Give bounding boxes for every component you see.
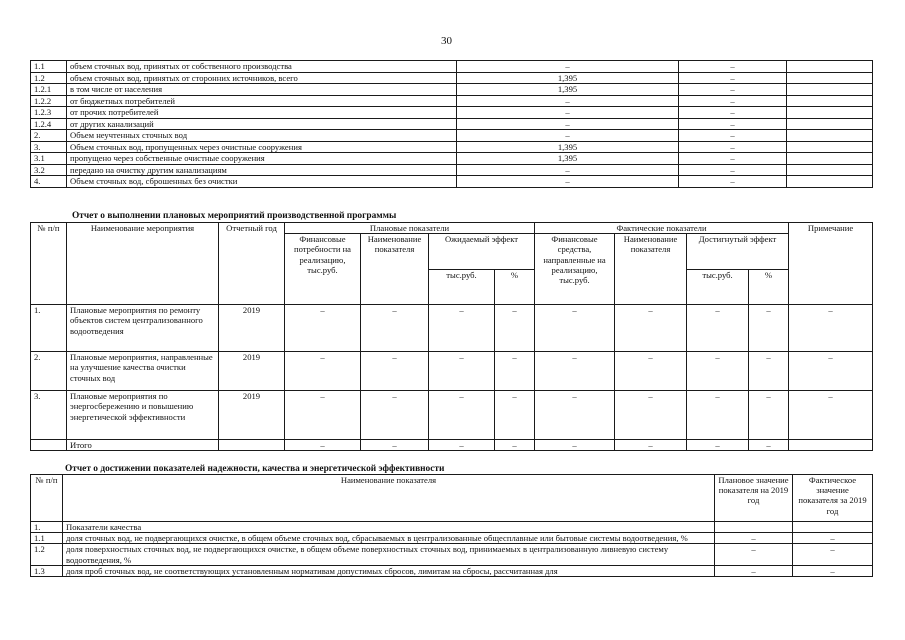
row-value: – [749, 352, 789, 391]
program-header-note: Примечание [789, 223, 873, 305]
row-value: – [679, 153, 787, 165]
reliability-row [31, 565, 873, 576]
row-value: – [679, 130, 787, 142]
row-name: объем сточных вод, принятых от собственного производства [67, 61, 457, 73]
row-number: 1. [31, 305, 67, 352]
program-report-table [30, 222, 873, 451]
total-empty-cell [789, 440, 873, 451]
reliability-header-num: № п/п [31, 475, 63, 522]
row-value: – [679, 61, 787, 73]
row-name: от прочих потребителей [67, 107, 457, 119]
row-empty-cell [787, 164, 873, 176]
row-value: 1,395 [457, 141, 679, 153]
row-value: – [679, 107, 787, 119]
total-value: – [687, 440, 749, 451]
program-header-fact-rub: тыс.руб. [687, 269, 749, 305]
row-value: – [361, 305, 429, 352]
program-header-name: Наименование мероприятия [67, 223, 219, 305]
row-name: от других канализаций [67, 118, 457, 130]
row-number: 2. [31, 130, 67, 142]
row-number: 1.2.4 [31, 118, 67, 130]
row-number: 1.3 [31, 565, 63, 576]
row-value: – [457, 164, 679, 176]
row-empty-cell [787, 72, 873, 84]
total-value: – [535, 440, 615, 451]
reliability-row [31, 522, 873, 533]
program-report-title: Отчет о выполнении плановых мероприятий производственной программы [72, 211, 397, 221]
reliability-row [31, 544, 873, 565]
reliability-row [31, 533, 873, 544]
balance-row [31, 118, 873, 130]
row-value: – [361, 391, 429, 440]
row-empty-cell [787, 84, 873, 96]
program-row [31, 305, 873, 352]
row-number: 1.2.2 [31, 95, 67, 107]
total-value: – [285, 440, 361, 451]
total-value: – [495, 440, 535, 451]
row-value: – [615, 305, 687, 352]
row-number: 1.2.1 [31, 84, 67, 96]
row-value: – [285, 305, 361, 352]
balance-row [31, 153, 873, 165]
row-value: – [687, 305, 749, 352]
program-row [31, 391, 873, 440]
reliability-report-title: Отчет о достижении показателей надежности, качества и энергетической эффективности [65, 464, 445, 474]
row-value: – [687, 391, 749, 440]
program-header-plan-effect: Ожидаемый эффект [429, 234, 535, 270]
row-empty-cell [787, 107, 873, 119]
row-value: – [429, 352, 495, 391]
row-name: Плановые мероприятия по энергосбережению и повышению энергетической эффективности [67, 391, 219, 440]
total-empty-cell [219, 440, 285, 451]
row-value: – [679, 95, 787, 107]
row-name: доля сточных вод, не подвергающихся очистке, в общем объеме сточных вод, сбрасываемых в централизованные общесплавные или бытовые системы водоотведения, % [63, 533, 715, 544]
reliability-header-planned: Плановое значение показателя на 2019 год [715, 475, 793, 522]
row-empty-cell [787, 141, 873, 153]
row-name: от бюджетных потребителей [67, 95, 457, 107]
row-empty-cell [787, 61, 873, 73]
row-value: – [429, 391, 495, 440]
reliability-indicators-table [30, 474, 873, 577]
row-number: 1.1 [31, 533, 63, 544]
program-header-fact-finance: Финансовые средства, направленные на реализацию, тыс.руб. [535, 234, 615, 305]
row-name: передано на очистку другим канализациям [67, 164, 457, 176]
row-value: – [495, 305, 535, 352]
balance-row [31, 72, 873, 84]
program-total-row [31, 440, 873, 451]
balance-row [31, 107, 873, 119]
program-header-actual: Фактические показатели [535, 223, 789, 234]
total-value: – [429, 440, 495, 451]
total-value: – [749, 440, 789, 451]
row-value: – [495, 352, 535, 391]
row-name: Объем сточных вод, сброшенных без очистки [67, 176, 457, 188]
page-number: 30 [441, 35, 452, 47]
program-header-year: Отчетный год [219, 223, 285, 305]
row-fact-value [793, 522, 873, 533]
row-value: 1,395 [457, 153, 679, 165]
row-value: – [361, 352, 429, 391]
row-name: объем сточных вод, принятых от сторонних источников, всего [67, 72, 457, 84]
program-header-fact-effect: Достигнутый эффект [687, 234, 789, 270]
row-value: – [679, 164, 787, 176]
row-value: – [495, 391, 535, 440]
row-number: 4. [31, 176, 67, 188]
total-value: – [361, 440, 429, 451]
row-value: 1,395 [457, 72, 679, 84]
row-number: 1.2 [31, 72, 67, 84]
row-value: – [457, 95, 679, 107]
row-value: – [457, 130, 679, 142]
row-value: – [535, 391, 615, 440]
row-empty-cell [787, 130, 873, 142]
program-header-plan-pct: % [495, 269, 535, 305]
row-number: 3. [31, 141, 67, 153]
row-name: в том числе от населения [67, 84, 457, 96]
row-name: пропущено через собственные очистные сооружения [67, 153, 457, 165]
row-value: – [457, 61, 679, 73]
row-value: – [749, 305, 789, 352]
row-empty-cell [787, 118, 873, 130]
row-empty-cell [787, 176, 873, 188]
row-number: 3.1 [31, 153, 67, 165]
row-value: – [285, 391, 361, 440]
wastewater-balance-table [30, 60, 873, 188]
row-fact-value: – [793, 565, 873, 576]
balance-row [31, 95, 873, 107]
row-value: – [789, 305, 873, 352]
row-value: – [679, 141, 787, 153]
total-value: – [615, 440, 687, 451]
balance-row [31, 61, 873, 73]
row-value: – [749, 391, 789, 440]
balance-row [31, 164, 873, 176]
row-name: доля проб сточных вод, не соответствующих установленным нормативам допустимых сбросов, лимитам на сбросы, рассчитанная для [63, 565, 715, 576]
row-value: – [687, 352, 749, 391]
row-value: – [679, 84, 787, 96]
reliability-header-name: Наименование показателя [63, 475, 715, 522]
row-number: 3. [31, 391, 67, 440]
total-label: Итого [67, 440, 219, 451]
row-value: – [615, 352, 687, 391]
program-header-planned: Плановые показатели [285, 223, 535, 234]
row-value: – [789, 352, 873, 391]
program-header-plan-indicator: Наименование показателя [361, 234, 429, 305]
row-value: – [429, 305, 495, 352]
row-year: 2019 [219, 352, 285, 391]
row-empty-cell [787, 95, 873, 107]
row-empty-cell [787, 153, 873, 165]
total-empty-cell [31, 440, 67, 451]
row-number: 2. [31, 352, 67, 391]
row-value: – [679, 176, 787, 188]
program-header-plan-rub: тыс.руб. [429, 269, 495, 305]
program-header-fact-pct: % [749, 269, 789, 305]
row-name: Объем неучтенных сточных вод [67, 130, 457, 142]
row-value: – [457, 107, 679, 119]
reliability-header-actual: Фактическое значение показателя за 2019 год [793, 475, 873, 522]
row-name: доля поверхностных сточных вод, не подвергающихся очистке, в общем объеме поверхностных сточных вод, принимаемых в централизованную ливневую систему водоотведения, % [63, 544, 715, 565]
program-header-num: № п/п [31, 223, 67, 305]
row-plan-value [715, 522, 793, 533]
row-fact-value: – [793, 533, 873, 544]
row-value: – [789, 391, 873, 440]
program-header-fact-indicator: Наименование показателя [615, 234, 687, 305]
row-name: Плановые мероприятия по ремонту объектов систем централизованного водоотведения [67, 305, 219, 352]
row-plan-value: – [715, 533, 793, 544]
row-value: – [679, 118, 787, 130]
row-value: – [535, 305, 615, 352]
balance-row [31, 141, 873, 153]
row-value: – [679, 72, 787, 84]
row-number: 1. [31, 522, 63, 533]
row-number: 1.1 [31, 61, 67, 73]
row-value: – [535, 352, 615, 391]
row-name: Объем сточных вод, пропущенных через очистные сооружения [67, 141, 457, 153]
row-plan-value: – [715, 565, 793, 576]
row-number: 3.2 [31, 164, 67, 176]
row-value: – [285, 352, 361, 391]
row-plan-value: – [715, 544, 793, 565]
row-name: Плановые мероприятия, направленные на улучшение качества очистки сточных вод [67, 352, 219, 391]
row-value: – [457, 118, 679, 130]
row-number: 1.2 [31, 544, 63, 565]
program-row [31, 352, 873, 391]
balance-row [31, 84, 873, 96]
row-value: 1,395 [457, 84, 679, 96]
row-fact-value: – [793, 544, 873, 565]
row-number: 1.2.3 [31, 107, 67, 119]
row-value: – [615, 391, 687, 440]
balance-row [31, 130, 873, 142]
balance-row [31, 176, 873, 188]
row-name: Показатели качества [63, 522, 715, 533]
row-value: – [457, 176, 679, 188]
row-year: 2019 [219, 305, 285, 352]
row-year: 2019 [219, 391, 285, 440]
program-header-plan-finance: Финансовые потребности на реализацию, тыс.руб. [285, 234, 361, 305]
